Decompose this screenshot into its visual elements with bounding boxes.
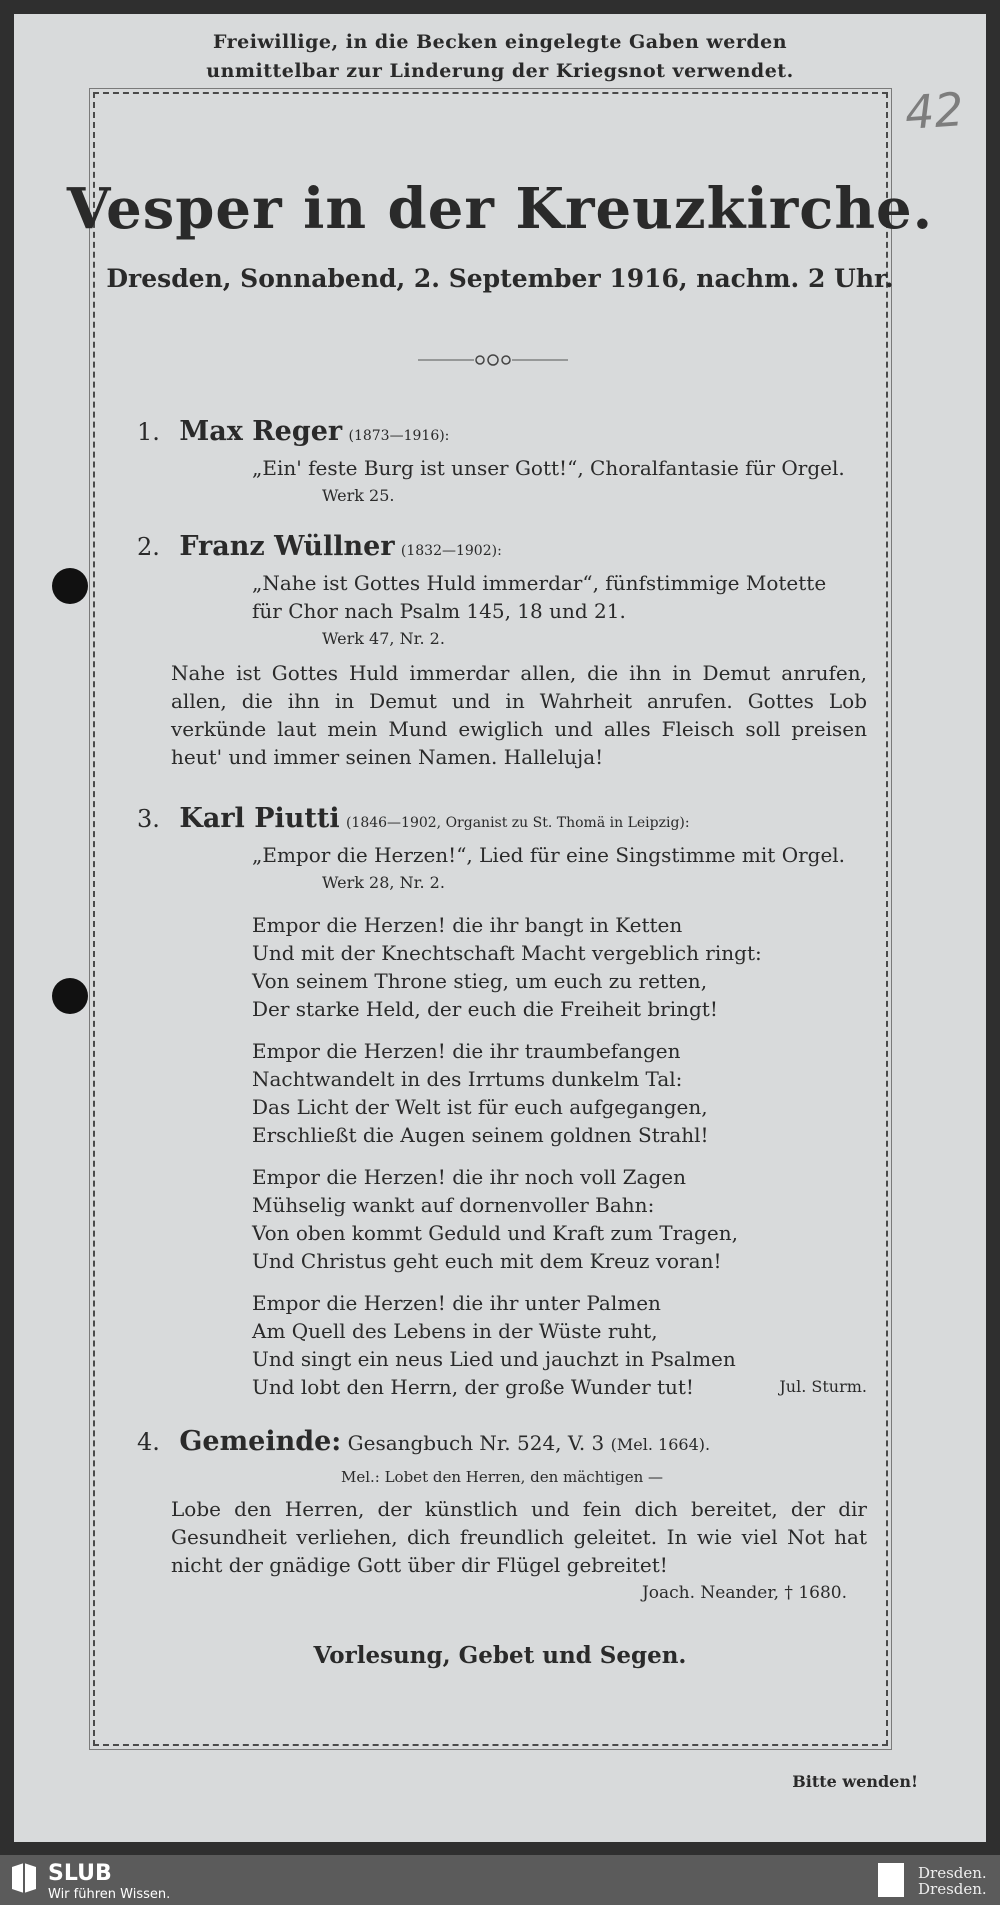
song-stanza [252,1037,867,1149]
verse-line: Empor die Herzen! die ihr bangt in Ketten [252,913,683,937]
verse-line: Und lobt den Herrn, der große Wunder tut! [252,1375,694,1399]
dresden-wordmark[interactable] [918,1865,987,1897]
punch-hole [52,568,88,604]
program-item-2 [137,533,867,771]
slub-claim: Wir führen Wissen. [48,1887,171,1902]
opus-number: Werk 25. [322,486,395,505]
composer-dates: (1873—1916): [348,428,450,444]
verse-line: Von seinem Throne stieg, um euch zu retten, [252,969,708,993]
song-stanza [252,1289,867,1401]
composer-name: Max Reger [179,416,343,447]
verse-line: Empor die Herzen! die ihr noch voll Zagen [252,1165,686,1189]
item-number: 1. [137,418,160,446]
work-title: für Chor nach Psalm 145, 18 und 21. [252,599,626,623]
verse-line: Von oben kommt Geduld und Kraft zum Tragen, [252,1221,738,1245]
footer-bar [0,1855,1000,1905]
composer-name: Karl Piutti [179,803,340,834]
verse-line: Und singt ein neus Lied und jauchzt in Psalmen [252,1347,736,1371]
lyricist: Jul. Sturm. [779,1377,867,1396]
opus-number: Werk 47, Nr. 2. [322,629,445,648]
item-number: 4. [137,1428,160,1456]
divider-ornament [418,346,568,374]
page-title: Vesper in der Kreuzkirche. [66,176,934,242]
verse-line: Erschließt die Augen seinem goldnen Strahl! [252,1123,709,1147]
program-item-3 [137,805,867,1401]
dresden-coat-of-arms-icon[interactable] [878,1863,904,1897]
dresden-wordmark-line: Dresden. [918,1864,987,1882]
composer-dates: (1832—1902): [400,543,502,559]
work-title: „Nahe ist Gottes Huld immerdar“, fünfstimmige Motette [252,571,827,595]
composer-name: Franz Wüllner [179,531,395,562]
melody-note: Mel.: Lobet den Herren, den mächtigen — [340,1468,664,1486]
page-subtitle: Dresden, Sonnabend, 2. September 1916, nachm. 2 Uhr. [106,264,894,293]
verse-line: Der starke Held, der euch die Freiheit bringt! [252,997,718,1021]
item-number: 3. [137,805,160,833]
slub-name[interactable]: SLUB [48,1861,112,1886]
melody-year: (Mel. 1664). [610,1435,711,1454]
donation-note [0,28,1000,86]
hymn-author: Joach. Neander, † 1680. [641,1583,847,1603]
program-item-1 [137,418,867,510]
verse-line: Mühselig wankt auf dornenvoller Bahn: [252,1193,655,1217]
donation-note-line: unmittelbar zur Linderung der Kriegsnot verwendet. [206,60,794,82]
dresden-wordmark-line: Dresden. [918,1880,987,1898]
work-title: „Ein' feste Burg ist unser Gott!“, Choralfantasie für Orgel. [252,456,845,480]
verse-line: Empor die Herzen! die ihr traumbefangen [252,1039,681,1063]
program-item-4 [137,1428,867,1607]
punch-hole [52,978,88,1014]
hymnal-reference: Gesangbuch Nr. 524, V. 3 [347,1431,605,1455]
verse-line: Am Quell des Lebens in der Wüste ruht, [252,1319,658,1343]
turn-over-note: Bitte wenden! [792,1772,918,1791]
item-number: 2. [137,533,160,561]
composer-dates: (1846—1902, Organist zu St. Thomä in Leipzig): [345,815,690,831]
motet-text: Nahe ist Gottes Huld immerdar allen, die ihn in Demut anrufen, allen, die ihn in Demut und in Wahrheit anrufen. Gottes Lob verkünde laut mein Mund ewiglich und alles Fleisch soll preisen heut' und immer seinen Namen. Halleluja! [171,661,867,769]
congregation-label: Gemeinde: [179,1426,342,1457]
shelf-mark: 42 [903,82,966,140]
song-stanza [252,1163,867,1275]
closing-line: Vorlesung, Gebet und Segen. [313,1642,687,1669]
verse-line: Und mit der Knechtschaft Macht vergeblich ringt: [252,941,762,965]
song-stanza [252,911,867,1023]
slub-logo-icon[interactable] [10,1863,38,1893]
verse-line: Nachtwandelt in des Irrtums dunkelm Tal: [252,1067,683,1091]
verse-line: Das Licht der Welt ist für euch aufgegangen, [252,1095,708,1119]
verse-line: Und Christus geht euch mit dem Kreuz voran! [252,1249,722,1273]
hymn-text: Lobe den Herren, der künstlich und fein dich bereitet, der dir Gesundheit verliehen, dich freundlich geleitet. In wie viel Not hat nicht der gnädige Gott über dir Flügel gebreitet! [171,1497,867,1577]
opus-number: Werk 28, Nr. 2. [322,873,445,892]
donation-note-line: Freiwillige, in die Becken eingelegte Gaben werden [212,31,788,53]
work-title: „Empor die Herzen!“, Lied für eine Singstimme mit Orgel. [252,843,846,867]
verse-line: Empor die Herzen! die ihr unter Palmen [252,1291,661,1315]
